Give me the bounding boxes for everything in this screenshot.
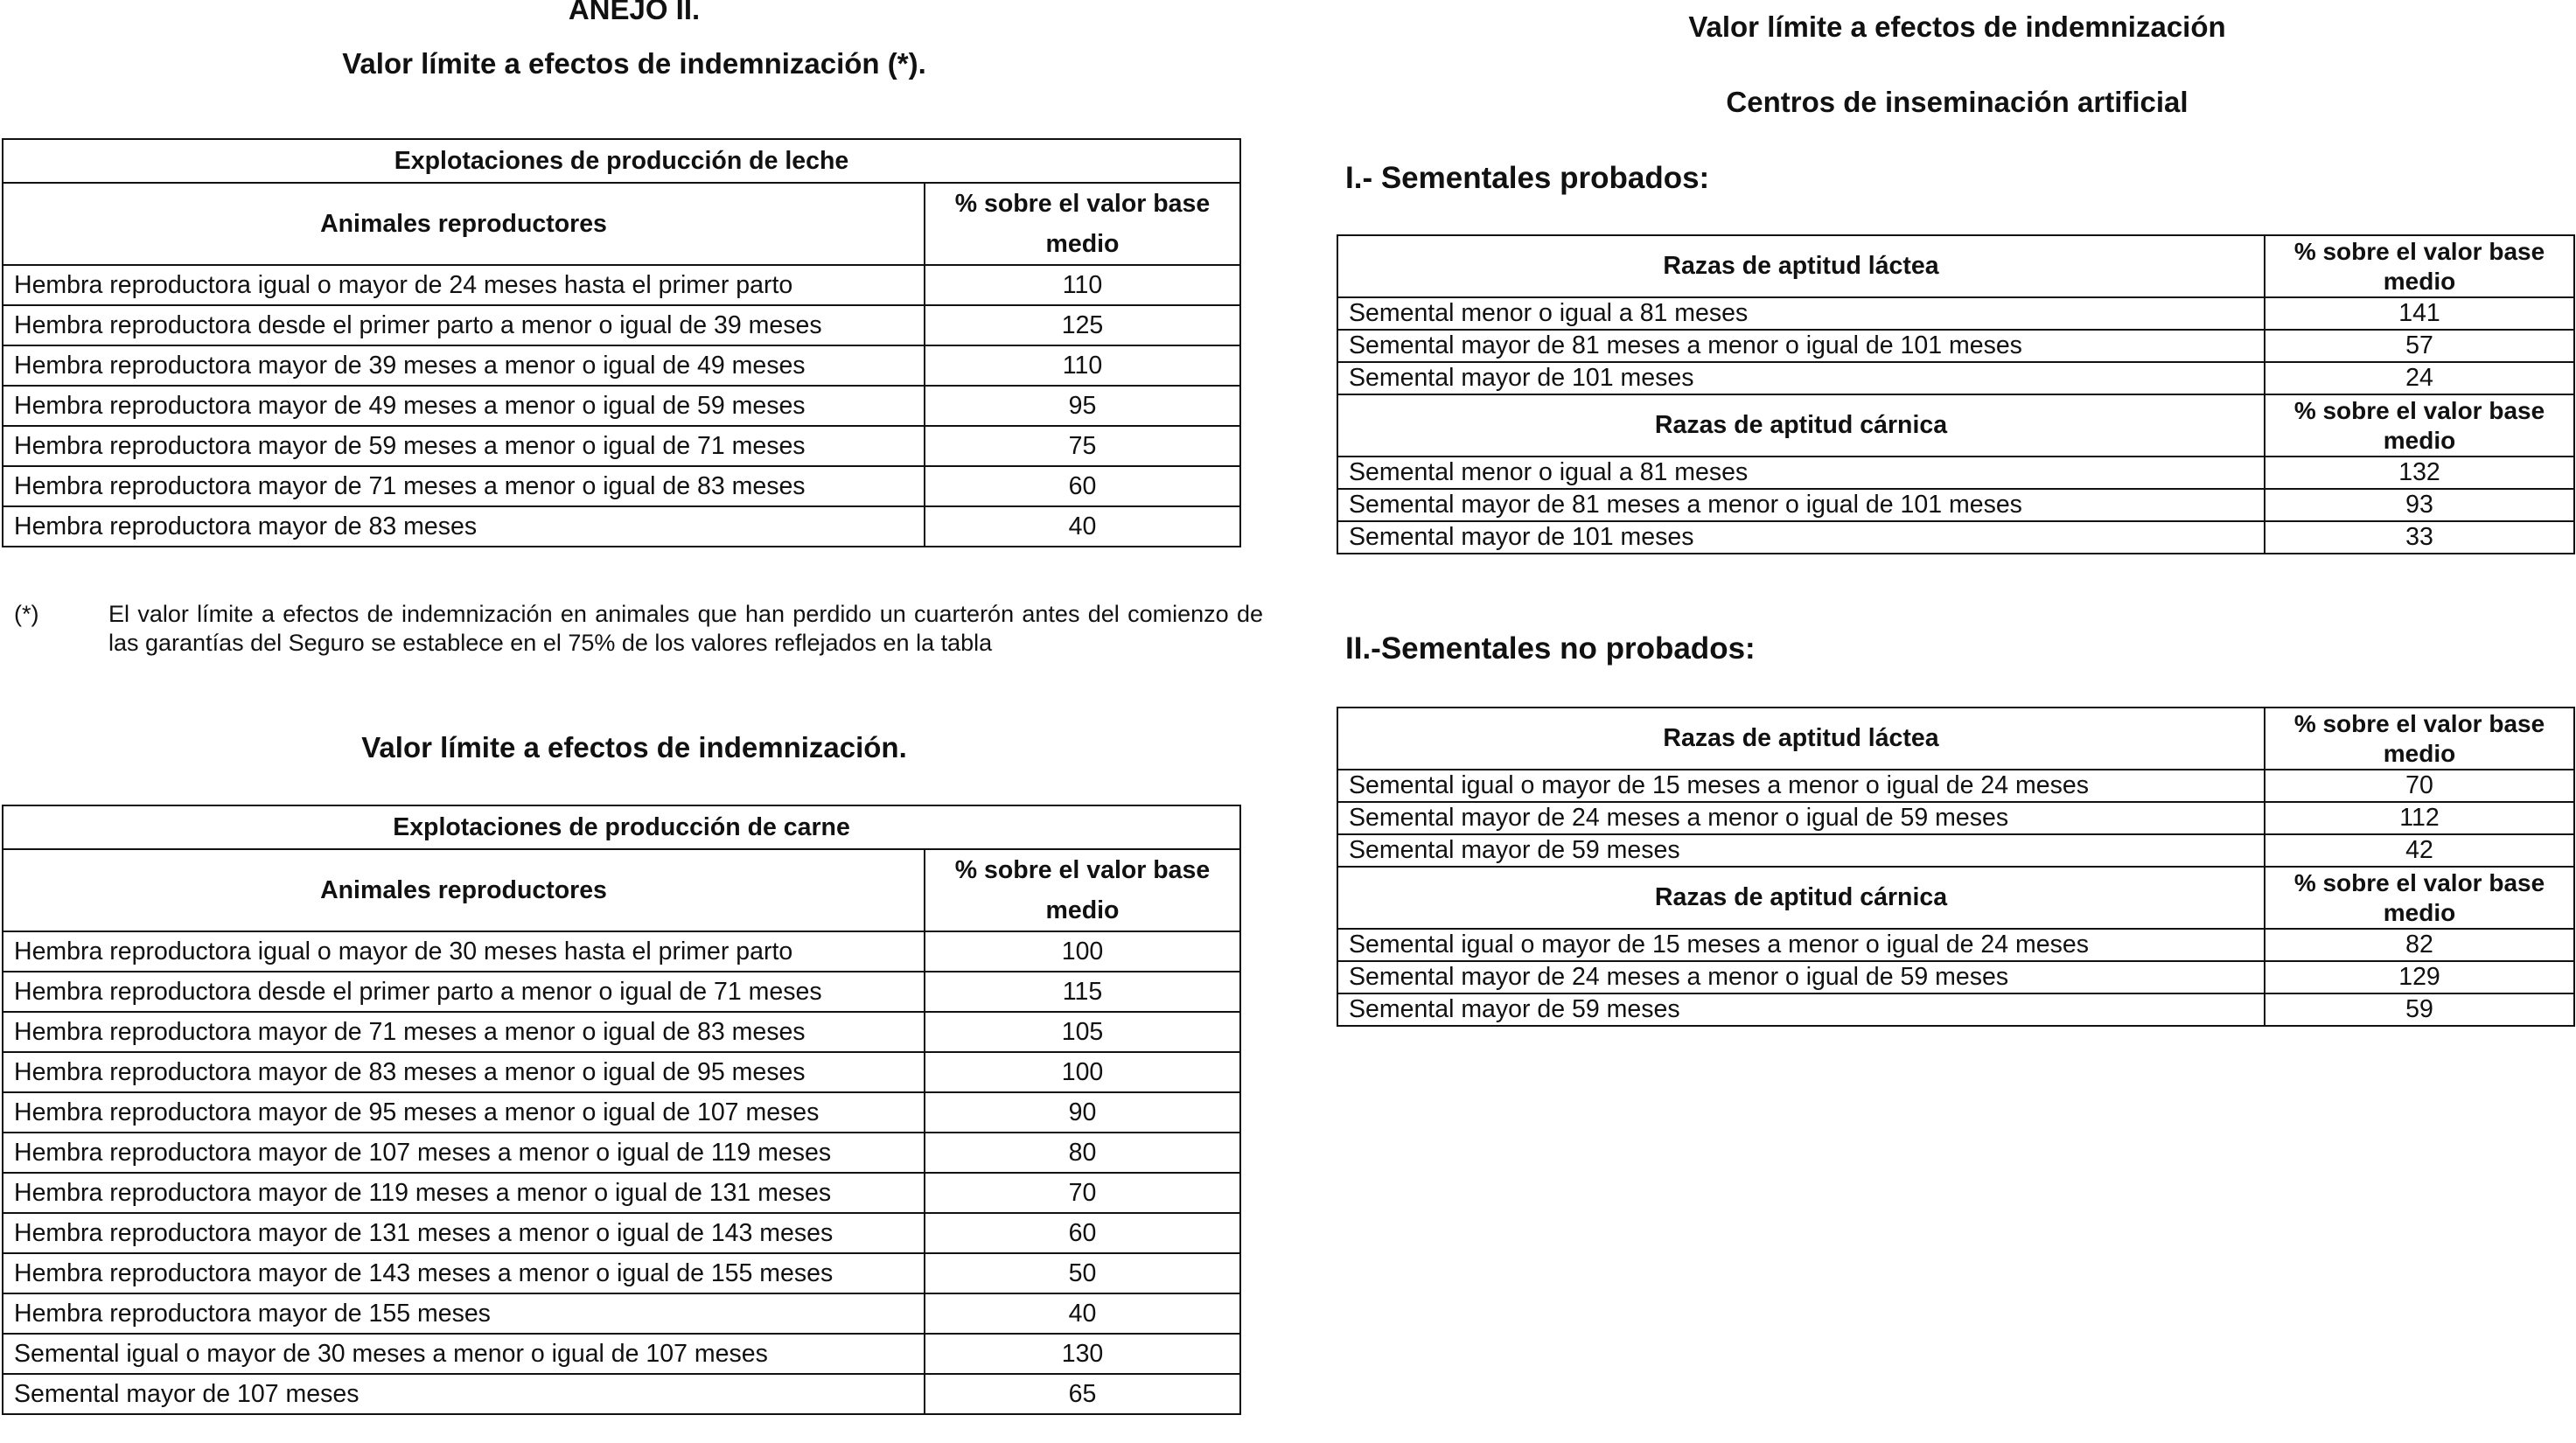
table-row [3, 1293, 1240, 1334]
table-row [3, 1012, 1240, 1052]
row-label: Hembra reproductora mayor de 143 meses a menor o igual de 155 meses [3, 1253, 925, 1293]
milk-section-title: Valor límite a efectos de indemnización (*). [342, 47, 926, 80]
row-value: 110 [925, 345, 1240, 386]
footnote-marker: (*) [14, 601, 39, 627]
row-value: 110 [925, 265, 1240, 305]
row-label: Semental mayor de 101 meses [1337, 521, 2265, 554]
table-row [3, 426, 1240, 466]
table-row [1337, 929, 2574, 961]
proven-dairy-header: Razas de aptitud láctea [1337, 235, 2265, 297]
row-label: Hembra reproductora mayor de 71 meses a menor o igual de 83 meses [3, 466, 925, 506]
proven-sires-table [1337, 234, 2575, 554]
table-row [3, 1052, 1240, 1092]
row-label: Semental mayor de 107 meses [3, 1374, 925, 1414]
unproven-beef-header: Razas de aptitud cárnica [1337, 867, 2265, 929]
row-label: Hembra reproductora mayor de 39 meses a menor o igual de 49 meses [3, 345, 925, 386]
row-label: Hembra reproductora desde el primer parto a menor o igual de 71 meses [3, 972, 925, 1012]
row-label: Semental igual o mayor de 30 meses a menor o igual de 107 meses [3, 1334, 925, 1374]
row-value: 100 [925, 931, 1240, 972]
table-row [3, 305, 1240, 345]
row-label: Hembra reproductora mayor de 83 meses [3, 506, 925, 547]
table-row [3, 506, 1240, 547]
row-label: Hembra reproductora mayor de 119 meses a menor o igual de 131 meses [3, 1173, 925, 1213]
unproven-beef-body [1337, 929, 2574, 1026]
table-row [1337, 330, 2574, 362]
unproven-beef-value-header: % sobre el valor base medio [2265, 867, 2574, 929]
row-label: Hembra reproductora igual o mayor de 30 meses hasta el primer parto [3, 931, 925, 972]
row-value: 75 [925, 426, 1240, 466]
table-row [1337, 521, 2574, 554]
table-row [3, 265, 1240, 305]
row-label: Hembra reproductora desde el primer parto a menor o igual de 39 meses [3, 305, 925, 345]
row-value: 112 [2265, 802, 2574, 834]
row-value: 33 [2265, 521, 2574, 554]
row-label: Hembra reproductora igual o mayor de 24 meses hasta el primer parto [3, 265, 925, 305]
section-proven-sires: I.- Sementales probados: [1345, 161, 1710, 195]
row-value: 59 [2265, 993, 2574, 1026]
row-value: 95 [925, 386, 1240, 426]
table-row [3, 1213, 1240, 1253]
table-row [3, 466, 1240, 506]
milk-table-col1-header: Animales reproductores [3, 183, 925, 265]
table-row [3, 386, 1240, 426]
proven-beef-value-header: % sobre el valor base medio [2265, 394, 2574, 457]
row-label: Hembra reproductora mayor de 83 meses a menor o igual de 95 meses [3, 1052, 925, 1092]
row-label: Semental menor o igual a 81 meses [1337, 457, 2265, 489]
right-subtitle: Centros de inseminación artificial [1726, 86, 2189, 118]
row-label: Hembra reproductora mayor de 49 meses a menor o igual de 59 meses [3, 386, 925, 426]
row-label: Semental mayor de 59 meses [1337, 993, 2265, 1026]
table-row [1337, 770, 2574, 802]
table-row [1337, 362, 2574, 394]
row-value: 115 [925, 972, 1240, 1012]
proven-beef-body [1337, 457, 2574, 554]
row-value: 40 [925, 506, 1240, 547]
table-row [1337, 961, 2574, 993]
row-value: 57 [2265, 330, 2574, 362]
proven-beef-header: Razas de aptitud cárnica [1337, 394, 2265, 457]
row-label: Semental igual o mayor de 15 meses a menor o igual de 24 meses [1337, 770, 2265, 802]
milk-table-caption: Explotaciones de producción de leche [3, 139, 1240, 183]
table-row [3, 931, 1240, 972]
meat-production-table [2, 805, 1241, 1415]
row-value: 125 [925, 305, 1240, 345]
row-label: Semental mayor de 24 meses a menor o igual de 59 meses [1337, 961, 2265, 993]
meat-table-caption: Explotaciones de producción de carne [3, 805, 1240, 849]
table-row [1337, 802, 2574, 834]
table-row [3, 1133, 1240, 1173]
row-value: 132 [2265, 457, 2574, 489]
row-label: Semental mayor de 24 meses a menor o igual de 59 meses [1337, 802, 2265, 834]
table-row [1337, 457, 2574, 489]
row-label: Semental igual o mayor de 15 meses a menor o igual de 24 meses [1337, 929, 2265, 961]
table-row [1337, 993, 2574, 1026]
meat-section-title: Valor límite a efectos de indemnización. [361, 731, 907, 763]
row-value: 50 [925, 1253, 1240, 1293]
unproven-dairy-header: Razas de aptitud láctea [1337, 708, 2265, 770]
row-value: 105 [925, 1012, 1240, 1052]
row-label: Semental mayor de 101 meses [1337, 362, 2265, 394]
row-label: Semental mayor de 59 meses [1337, 834, 2265, 867]
row-value: 70 [925, 1173, 1240, 1213]
row-label: Semental menor o igual a 81 meses [1337, 297, 2265, 330]
unproven-dairy-value-header: % sobre el valor base medio [2265, 708, 2574, 770]
row-value: 82 [2265, 929, 2574, 961]
proven-dairy-body [1337, 297, 2574, 394]
annex-title: ANEJO II. [568, 0, 701, 25]
row-value: 100 [925, 1052, 1240, 1092]
row-label: Hembra reproductora mayor de 155 meses [3, 1293, 925, 1334]
unproven-dairy-body [1337, 770, 2574, 867]
footnote-text: El valor límite a efectos de indemnización en animales que han perdido un cuarterón antes del comienzo de las garantías del Seguro se establece en el 75% de los valores reflejados en la tabla [108, 601, 1263, 656]
unproven-sires-table [1337, 707, 2575, 1027]
row-label: Hembra reproductora mayor de 71 meses a menor o igual de 83 meses [3, 1012, 925, 1052]
row-label: Hembra reproductora mayor de 59 meses a menor o igual de 71 meses [3, 426, 925, 466]
row-value: 42 [2265, 834, 2574, 867]
row-label: Semental mayor de 81 meses a menor o igual de 101 meses [1337, 489, 2265, 521]
table-row [3, 972, 1240, 1012]
row-value: 24 [2265, 362, 2574, 394]
table-row [1337, 297, 2574, 330]
row-value: 130 [925, 1334, 1240, 1374]
meat-table-col1-header: Animales reproductores [3, 849, 925, 931]
row-value: 65 [925, 1374, 1240, 1414]
row-value: 129 [2265, 961, 2574, 993]
table-row [3, 345, 1240, 386]
row-label: Semental mayor de 81 meses a menor o igual de 101 meses [1337, 330, 2265, 362]
table-row [3, 1374, 1240, 1414]
table-row [1337, 834, 2574, 867]
section-unproven-sires: II.-Sementales no probados: [1345, 631, 1756, 666]
row-label: Hembra reproductora mayor de 95 meses a menor o igual de 107 meses [3, 1092, 925, 1133]
table-row [3, 1334, 1240, 1374]
row-value: 40 [925, 1293, 1240, 1334]
table-row [3, 1092, 1240, 1133]
milk-table-col2-header: % sobre el valor base medio [925, 183, 1240, 265]
row-value: 80 [925, 1133, 1240, 1173]
row-value: 70 [2265, 770, 2574, 802]
proven-dairy-value-header: % sobre el valor base medio [2265, 235, 2574, 297]
meat-table-body [3, 931, 1240, 1414]
row-value: 141 [2265, 297, 2574, 330]
meat-table-col2-header: % sobre el valor base medio [925, 849, 1240, 931]
table-row [1337, 489, 2574, 521]
row-value: 90 [925, 1092, 1240, 1133]
row-value: 60 [925, 1213, 1240, 1253]
row-value: 60 [925, 466, 1240, 506]
right-title: Valor límite a efectos de indemnización [1688, 10, 2226, 43]
row-label: Hembra reproductora mayor de 131 meses a menor o igual de 143 meses [3, 1213, 925, 1253]
table-row [3, 1253, 1240, 1293]
row-value: 93 [2265, 489, 2574, 521]
row-label: Hembra reproductora mayor de 107 meses a menor o igual de 119 meses [3, 1133, 925, 1173]
table-row [3, 1173, 1240, 1213]
milk-production-table [2, 138, 1241, 547]
milk-table-body [3, 265, 1240, 547]
